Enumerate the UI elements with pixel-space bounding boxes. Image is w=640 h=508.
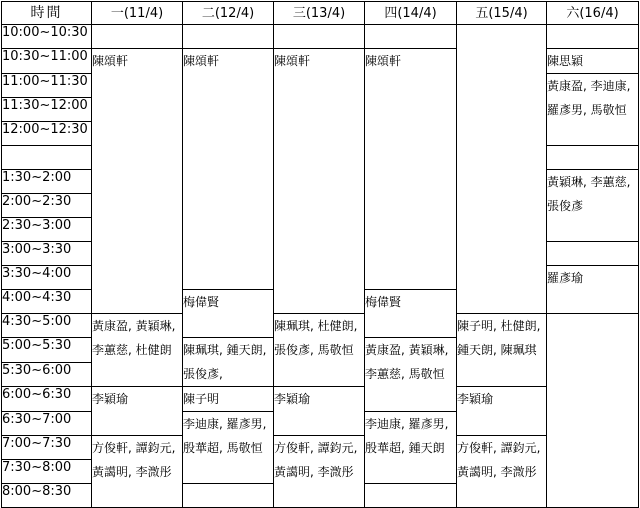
time-slot: 1:30~2:00 [2, 170, 92, 194]
table-row [2, 387, 639, 412]
day-header-fri: 五(15/4) [457, 2, 547, 25]
table-row [2, 25, 639, 49]
time-slot: 5:30~6:00 [2, 362, 92, 387]
session-cell: 梅偉賢 [183, 290, 274, 338]
session-cell: 黃穎琳, 李蕙慈, 張俊彥 [547, 170, 639, 242]
session-cell: 李穎瑜 [92, 387, 183, 436]
session-cell: 黃康盈, 李迪康, 羅彥男, 馬敬恒 [547, 74, 639, 146]
session-cell: 陳頌軒 [274, 49, 365, 314]
session-cell: 黃康盈, 黃穎琳, 李蕙慈, 杜健朗 [92, 314, 183, 387]
session-cell [457, 25, 547, 314]
day-header-sat: 六(16/4) [547, 2, 639, 25]
table-row [2, 314, 639, 338]
session-cell: 李迪康, 羅彥男, 殷華超, 鍾天朗 [365, 412, 457, 484]
session-cell: 方俊軒, 譚鈞元, 黃譪明, 李溦彤 [274, 436, 365, 508]
time-slot: 12:00~12:30 [2, 122, 92, 146]
session-cell [365, 484, 457, 508]
session-cell [92, 25, 183, 49]
session-cell: 羅彥瑜 [547, 266, 639, 314]
session-cell: 陳頌軒 [92, 49, 183, 314]
session-cell: 李迪康, 羅彥男, 殷華超, 馬敬恒 [183, 412, 274, 484]
session-cell [547, 25, 639, 49]
time-slot: 4:30~5:00 [2, 314, 92, 338]
time-column-header: 時間 [2, 2, 92, 25]
session-cell [547, 146, 639, 170]
time-slot: 8:00~8:30 [2, 484, 92, 508]
time-slot: 11:30~12:00 [2, 98, 92, 122]
session-cell: 李穎瑜 [457, 387, 547, 436]
session-cell: 陳頌軒 [365, 49, 457, 290]
header-row [2, 2, 639, 25]
time-slot: 2:30~3:00 [2, 218, 92, 242]
session-cell: 梅偉賢 [365, 290, 457, 338]
day-header-tue: 二(12/4) [183, 2, 274, 25]
day-header-mon: 一(11/4) [92, 2, 183, 25]
time-slot: 6:00~6:30 [2, 387, 92, 412]
session-cell [365, 25, 457, 49]
day-header-wed: 三(13/4) [274, 2, 365, 25]
time-slot [2, 146, 92, 170]
time-slot: 7:30~8:00 [2, 460, 92, 484]
session-cell: 李穎瑜 [274, 387, 365, 436]
time-slot: 10:00~10:30 [2, 25, 92, 49]
session-cell: 陳珮琪, 鍾天朗, 張俊彥, [183, 338, 274, 387]
session-cell: 陳思穎 [547, 49, 639, 74]
session-cell: 黃康盈, 黃穎琳, 李蕙慈, 馬敬恒 [365, 338, 457, 412]
time-slot: 11:00~11:30 [2, 74, 92, 98]
session-cell: 陳子明 [183, 387, 274, 412]
time-slot: 10:30~11:00 [2, 49, 92, 74]
time-slot: 3:30~4:00 [2, 266, 92, 290]
session-cell: 陳子明, 杜健朗, 鍾天朗, 陳珮琪 [457, 314, 547, 387]
time-slot: 5:00~5:30 [2, 338, 92, 363]
table-row [2, 436, 639, 460]
day-header-thu: 四(14/4) [365, 2, 457, 25]
session-cell [547, 242, 639, 266]
session-cell: 方俊軒, 譚鈞元, 黃譪明, 李溦彤 [92, 436, 183, 508]
schedule-table [1, 1, 639, 508]
time-slot: 7:00~7:30 [2, 436, 92, 460]
session-cell [274, 25, 365, 49]
session-cell: 陳珮琪, 杜健朗, 張俊彥, 馬敬恒 [274, 314, 365, 387]
session-cell: 方俊軒, 譚鈞元, 黃譪明, 李溦彤 [457, 436, 547, 508]
session-cell [547, 314, 639, 508]
time-slot: 6:30~7:00 [2, 412, 92, 436]
time-slot: 3:00~3:30 [2, 242, 92, 266]
time-slot: 4:00~4:30 [2, 290, 92, 314]
session-cell [183, 484, 274, 508]
session-cell [183, 25, 274, 49]
session-cell: 陳頌軒 [183, 49, 274, 290]
time-slot: 2:00~2:30 [2, 194, 92, 218]
